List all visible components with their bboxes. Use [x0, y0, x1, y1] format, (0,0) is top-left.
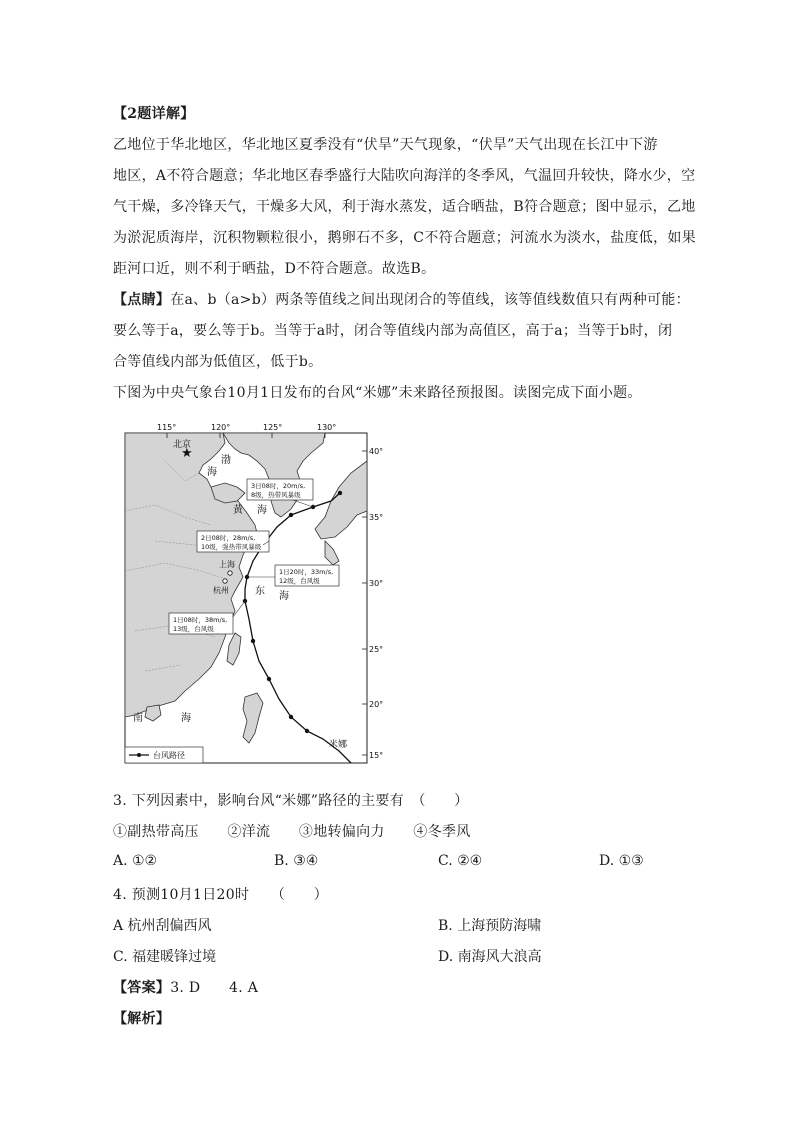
lat-label: 15°: [369, 751, 384, 760]
paragraph-line: 地区，A不符合题意；华北地区春季盛行大陆吹向海洋的冬季风，气温回升较快，降水少，空: [113, 168, 696, 184]
annotation-text: 3日08时，20m/s,: [251, 482, 306, 490]
lat-label: 25°: [369, 645, 384, 654]
beijing-star-icon: ★: [181, 446, 193, 461]
hangzhou-marker: [223, 579, 227, 583]
q3-option-c[interactable]: C. ②④: [438, 853, 483, 869]
lon-label: 125°: [263, 423, 283, 432]
bohai-label: 海: [207, 467, 217, 478]
beijing-label: 北京: [173, 440, 192, 450]
paragraph-line: 乙地位于华北地区，华北地区夏季没有“伏旱”天气现象，“伏旱”天气出现在长江中下游: [113, 137, 658, 153]
lat-label: 30°: [369, 579, 384, 588]
hangzhou-label: 杭州: [213, 586, 229, 595]
east-sea-label: 东: [255, 586, 265, 597]
lat-label: 35°: [369, 513, 384, 522]
legend-label: 台风路径: [153, 751, 185, 760]
annotation-text: 1日08时，38m/s,: [173, 616, 228, 624]
answer-line: [113, 977, 258, 997]
q3-option-a[interactable]: A. ①②: [113, 853, 158, 869]
paragraph-line: 为淤泥质海岸，沉积物颗粒很小，鹅卵石不多，C不符合题意；河流水为淡水，盐度低，如果: [113, 230, 697, 246]
question-3-stem: 3. 下列因素中，影响台风“米娜”路径的主要有 （ ）: [113, 793, 469, 809]
annotation-text: 10级，强热带风暴级: [201, 543, 262, 551]
answer-text: 3. D 4. A: [170, 980, 259, 996]
paragraph-line: 气干燥，多冷锋天气，干燥多大风，利于海水蒸发，适合晒盐，B符合题意；图中显示，乙地: [113, 199, 696, 215]
annotation-text: 2日08时，28m/s,: [201, 534, 256, 542]
note-line: 合等值线内部为低值区，低于b。: [113, 354, 323, 370]
typhoon-name-label: 米娜: [329, 740, 348, 750]
typhoon-track-map: [125, 421, 384, 766]
annotation-text: 13级，台风级: [173, 625, 214, 633]
lat-label: 40°: [369, 447, 384, 456]
q3-option-d[interactable]: D. ①③: [599, 853, 644, 869]
lon-label: 120°: [211, 423, 231, 432]
answer-label: 【答案】: [113, 980, 171, 996]
annotation-text: 12级，台风级: [279, 577, 320, 585]
south-sea-label: 南: [133, 713, 143, 724]
question-4-stem: 4. 预测10月1日20时 （ ）: [113, 887, 329, 903]
south-sea-label: 海: [181, 713, 191, 724]
yellow-sea-label: 海: [257, 505, 267, 516]
note-label: 【点睛】: [113, 292, 171, 308]
annotation-text: 8级，热带风暴级: [251, 491, 301, 499]
q4-option-b[interactable]: B. 上海预防海啸: [438, 918, 542, 934]
note-line: 要么等于a，要么等于b。当等于a时，闭合等值线内部为高值区，高于a；当等于b时，闭: [113, 323, 673, 339]
q4-option-a[interactable]: A 杭州刮偏西风: [113, 918, 212, 934]
q4-option-c[interactable]: C. 福建暖锋过境: [113, 949, 217, 965]
shanghai-label: 上海: [219, 560, 235, 569]
lon-label: 130°: [317, 423, 337, 432]
analysis-heading: 【解析】: [113, 1011, 171, 1027]
bohai-label: 渤: [221, 455, 231, 466]
east-sea-label: 海: [279, 591, 289, 602]
lon-label: 115°: [157, 423, 177, 432]
annotation-text: 1日20时，33m/s,: [279, 568, 334, 576]
shanghai-marker: [228, 571, 232, 575]
lat-label: 20°: [369, 700, 384, 709]
section-heading: 【2题详解】: [113, 106, 195, 122]
yellow-sea-label: 黄: [233, 505, 243, 516]
note-text: 在a、b（a>b）两条等值线之间出现闭合的等值线，该等值线数值只有两种可能：: [170, 292, 690, 308]
paragraph-line: 距河口近，则不利于晒盐，D不符合题意。故选B。: [113, 261, 436, 277]
question-3-factors: ①副热带高压 ②洋流 ③地转偏向力 ④冬季风: [113, 824, 471, 840]
note-line: [113, 289, 690, 309]
q4-option-d[interactable]: D. 南海风大浪高: [438, 949, 542, 965]
q3-option-b[interactable]: B. ③④: [274, 853, 319, 869]
intro-text: 下图为中央气象台10月1日发布的台风“米娜”未来路径预报图。读图完成下面小题。: [113, 385, 642, 401]
